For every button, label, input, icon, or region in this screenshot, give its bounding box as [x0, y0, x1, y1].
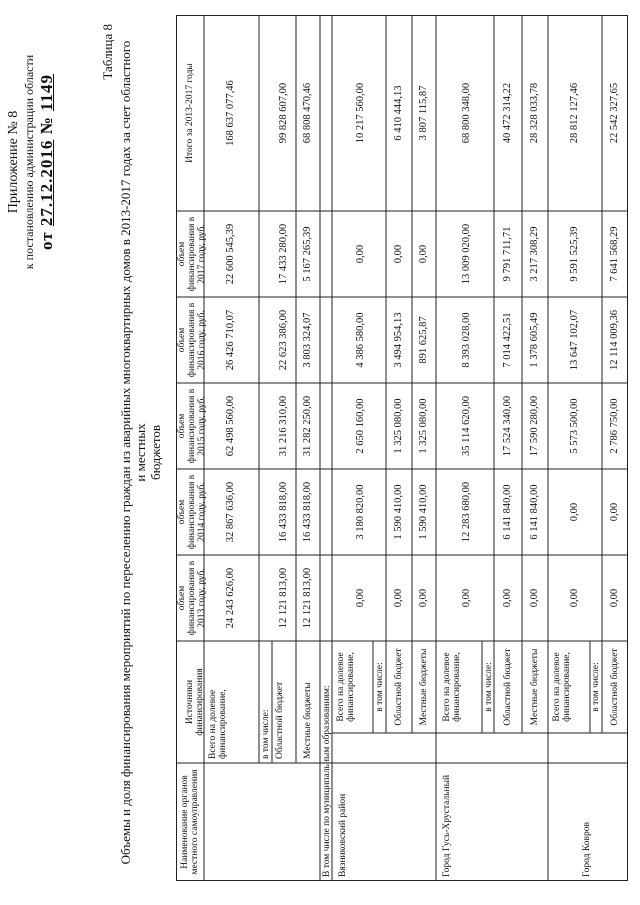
cell: 12 283 680,00 — [461, 481, 472, 543]
cell: 40 472 314,22 — [502, 82, 513, 144]
cell: 1 325 080,00 — [418, 398, 429, 454]
cell: 0,00 — [393, 588, 404, 608]
cell: 28 812 127,46 — [569, 82, 580, 144]
header-2016: объем финансирования в 2016 году, руб. — [177, 302, 207, 378]
header-org: Наименование органов местного самоуправления — [180, 769, 200, 875]
caption-line-2: бюджетов — [148, 425, 163, 481]
cell: 4 386 580,00 — [355, 312, 366, 368]
cell: 0,00 — [529, 588, 540, 608]
cell: 8 393 028,00 — [461, 312, 472, 368]
cell: 3 494 954,13 — [393, 312, 404, 368]
cell: 6 141 840,00 — [529, 484, 540, 540]
cell: 3 217 308,29 — [529, 226, 540, 282]
cell: 891 625,87 — [418, 316, 429, 364]
cell: 2 650 160,00 — [355, 398, 366, 454]
cell: 16 433 818,00 — [302, 481, 313, 543]
cell: 0,00 — [569, 588, 580, 608]
label-total-shared: Всего на долевое финансирование, — [552, 652, 572, 722]
label-total-shared: Всего на долевое финансирование, — [208, 689, 228, 759]
cell: 0,00 — [502, 588, 513, 608]
cell: 22 623 386,00 — [278, 309, 289, 371]
cell: 2 786 750,00 — [609, 398, 620, 454]
cell: 168 637 077,46 — [225, 80, 236, 146]
municipality-name: Вязниковский район — [338, 793, 348, 877]
cell: 6 141 840,00 — [502, 484, 513, 540]
appendix-number: 1149 — [37, 73, 56, 112]
cell: 35 114 620,00 — [461, 396, 472, 456]
caption-line-1: Объемы и доля финансирования мероприятий по переселению граждан из аварийных многоквартирных домов в 2013-2017 годах за счет областного и местных — [118, 40, 148, 865]
financing-table — [176, 15, 628, 881]
cell: 12 114 009,36 — [609, 310, 620, 370]
cell: 9 791 711,71 — [502, 226, 513, 282]
header-2013: объем финансирования в 2013 году, руб. — [177, 560, 207, 636]
label-incl: в том числе: — [261, 709, 271, 759]
label-local: Местные бюджеты — [419, 648, 429, 726]
cell: 6 410 444,13 — [393, 85, 404, 141]
label-incl: в том числе: — [375, 662, 385, 712]
cell: 12 121 813,00 — [278, 567, 289, 629]
cell: 13 009 020,00 — [461, 223, 472, 285]
cell: 5 167 265,39 — [302, 226, 313, 282]
cell: 0,00 — [355, 244, 366, 264]
label-total-shared: Всего на долевое финансирование, — [336, 652, 356, 722]
cell: 24 243 626,00 — [225, 567, 236, 629]
cell: 31 216 310,00 — [278, 395, 289, 457]
date-prefix: от — [37, 231, 56, 251]
cell: 28 328 033,78 — [529, 82, 540, 144]
label-regional: Областной бюджет — [275, 681, 285, 759]
label-local: Местные бюджеты — [303, 682, 313, 759]
cell: 0,00 — [569, 502, 580, 522]
header-source: Источники финансирования — [185, 668, 205, 736]
cell: 0,00 — [355, 588, 366, 608]
label-local: Местные бюджеты — [530, 648, 540, 726]
cell: 62 498 560,00 — [225, 395, 236, 457]
cell: 17 433 280,00 — [278, 223, 289, 285]
appendix-title: Приложение № 8 — [6, 110, 21, 214]
appendix-date: 27.12.2016 — [37, 139, 56, 227]
header-2015: объем финансирования в 2015 году, руб. — [177, 388, 207, 464]
cell: 0,00 — [393, 244, 404, 264]
header-2014: объем финансирования в 2014 году, руб. — [177, 474, 207, 550]
cell: 3 807 115,87 — [418, 85, 429, 141]
cell: 26 426 710,07 — [225, 309, 236, 371]
cell: 1 590 410,00 — [393, 484, 404, 540]
cell: 3 803 324,07 — [302, 312, 313, 368]
cell: 7 641 568,29 — [609, 226, 620, 282]
cell: 9 591 525,39 — [569, 226, 580, 282]
table-label: Таблица 8 — [100, 24, 115, 80]
cell: 99 828 607,00 — [278, 82, 289, 144]
cell: 68 800 348,00 — [461, 82, 472, 144]
label-regional: Областной бюджет — [394, 648, 404, 726]
cell: 32 867 636,00 — [225, 481, 236, 543]
cell: 7 014 422,51 — [502, 312, 513, 368]
cell: 22 600 545,39 — [225, 223, 236, 285]
cell: 5 573 500,00 — [569, 398, 580, 454]
label-municipal: В том числе по муниципальным образованиям: — [322, 685, 332, 877]
appendix-to: к постановлению администрации области — [22, 54, 36, 270]
cell: 16 433 818,00 — [278, 481, 289, 543]
appendix-date-line — [37, 12, 57, 312]
cell: 17 524 340,00 — [502, 395, 513, 457]
label-incl: в том числе: — [591, 662, 601, 712]
number-sign: № — [37, 116, 56, 135]
cell: 13 647 102,07 — [569, 309, 580, 371]
cell: 10 217 560,00 — [355, 82, 366, 144]
cell: 0,00 — [609, 502, 620, 522]
appendix-block — [6, 12, 57, 312]
label-regional: Областной бюджет — [503, 648, 513, 726]
cell: 0,00 — [418, 588, 429, 608]
cell: 0,00 — [609, 588, 620, 608]
cell: 31 282 250,00 — [302, 395, 313, 457]
cell: 22 542 327,65 — [609, 82, 620, 144]
cell: 68 808 470,46 — [302, 82, 313, 144]
cell: 1 590 410,00 — [418, 484, 429, 540]
municipality-name: Город Гусь-Хрустальный — [442, 774, 452, 877]
cell: 1 378 605,49 — [529, 312, 540, 368]
label-incl: в том числе: — [484, 662, 494, 712]
header-2017: объем финансирования в 2017 году, руб. — [177, 216, 207, 292]
cell: 12 121 813,00 — [302, 567, 313, 629]
header-total: Итого за 2013-2017 годы — [185, 63, 195, 163]
table-caption — [118, 40, 163, 865]
cell: 17 590 280,00 — [529, 395, 540, 457]
cell: 0,00 — [461, 588, 472, 608]
cell: 1 325 080,00 — [393, 398, 404, 454]
label-total-shared: Всего на долевое финансирование, — [442, 652, 462, 722]
municipality-name: Город Ковров — [582, 822, 592, 877]
label-regional: Областной бюджет — [610, 648, 620, 726]
cell: 0,00 — [418, 244, 429, 264]
cell: 3 180 820,00 — [355, 484, 366, 540]
